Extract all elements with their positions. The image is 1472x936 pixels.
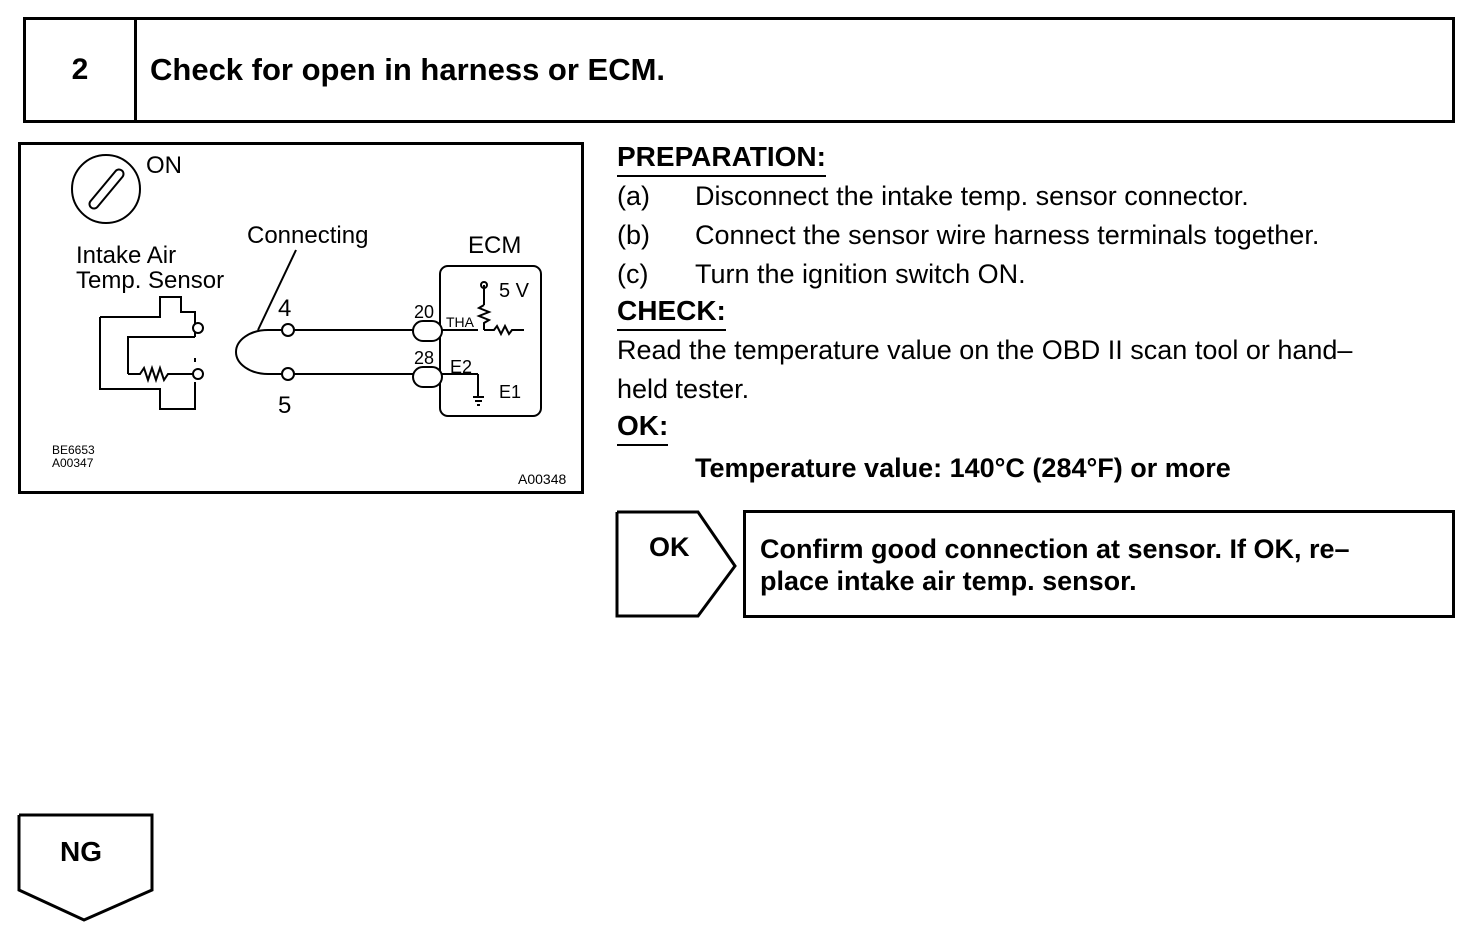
ground-icon	[473, 397, 484, 405]
e1-label: E1	[499, 382, 522, 402]
switch-on-label: ON	[146, 152, 182, 179]
figure-code-2: A00347	[52, 456, 94, 470]
prep-step-b	[617, 216, 1459, 255]
procedure-text	[617, 140, 1459, 488]
harness-wires	[236, 250, 418, 380]
ok-result: Temperature value: 140°C (284°F) or more	[695, 453, 1231, 483]
sensor-label-line2: Temp. Sensor	[76, 267, 225, 294]
ng-tab-label: NG	[60, 836, 102, 867]
figure-code-3: A00348	[518, 471, 567, 487]
intake-air-temp-sensor	[100, 297, 203, 409]
pin-20-label: 20	[414, 302, 435, 322]
ok-branch-tab	[615, 508, 739, 620]
ok-action-box	[743, 510, 1455, 618]
prep-step-label: (a)	[617, 181, 650, 211]
voltage-label: 5 V	[499, 280, 530, 302]
prep-step-c	[617, 255, 1459, 294]
step-header	[23, 17, 1455, 123]
prep-step-text: Connect the sensor wire harness terminals together.	[695, 220, 1320, 250]
e2-label: E2	[450, 357, 473, 377]
check-heading: CHECK:	[617, 294, 726, 331]
step-title: Check for open in harness or ECM.	[150, 52, 666, 87]
ok-action-line2: place intake air temp. sensor.	[760, 566, 1137, 596]
ecm-label: ECM	[468, 232, 522, 259]
terminal-4-label: 4	[278, 295, 292, 322]
ng-arrow-shape	[17, 812, 155, 924]
check-text-line1: Read the temperature value on the OBD II scan tool or hand–	[617, 335, 1353, 365]
step-number: 2	[26, 20, 137, 120]
prep-step-text: Turn the ignition switch ON.	[695, 259, 1026, 289]
pin-28-label: 28	[414, 348, 435, 368]
prep-step-label: (b)	[617, 220, 650, 250]
figure-code-1: BE6653	[52, 443, 95, 457]
preparation-heading: PREPARATION:	[617, 140, 826, 177]
connecting-label: Connecting	[247, 222, 369, 249]
ok-action-line1: Confirm good connection at sensor. If OK, re–	[760, 534, 1350, 564]
ok-heading: OK:	[617, 409, 668, 446]
prep-step-text: Disconnect the intake temp. sensor connector.	[695, 181, 1249, 211]
ok-arrow-shape	[615, 508, 739, 620]
prep-step-a	[617, 177, 1459, 216]
ignition-switch-icon	[72, 155, 140, 223]
wiring-diagram	[18, 142, 584, 494]
check-text-line2: held tester.	[617, 374, 750, 404]
sensor-label-line1: Intake Air	[76, 242, 177, 269]
prep-step-label: (c)	[617, 259, 649, 289]
ok-tab-label: OK	[649, 532, 690, 562]
terminal-5-label: 5	[278, 392, 292, 419]
ng-branch-tab	[17, 812, 155, 924]
tha-label: THA	[446, 314, 474, 330]
